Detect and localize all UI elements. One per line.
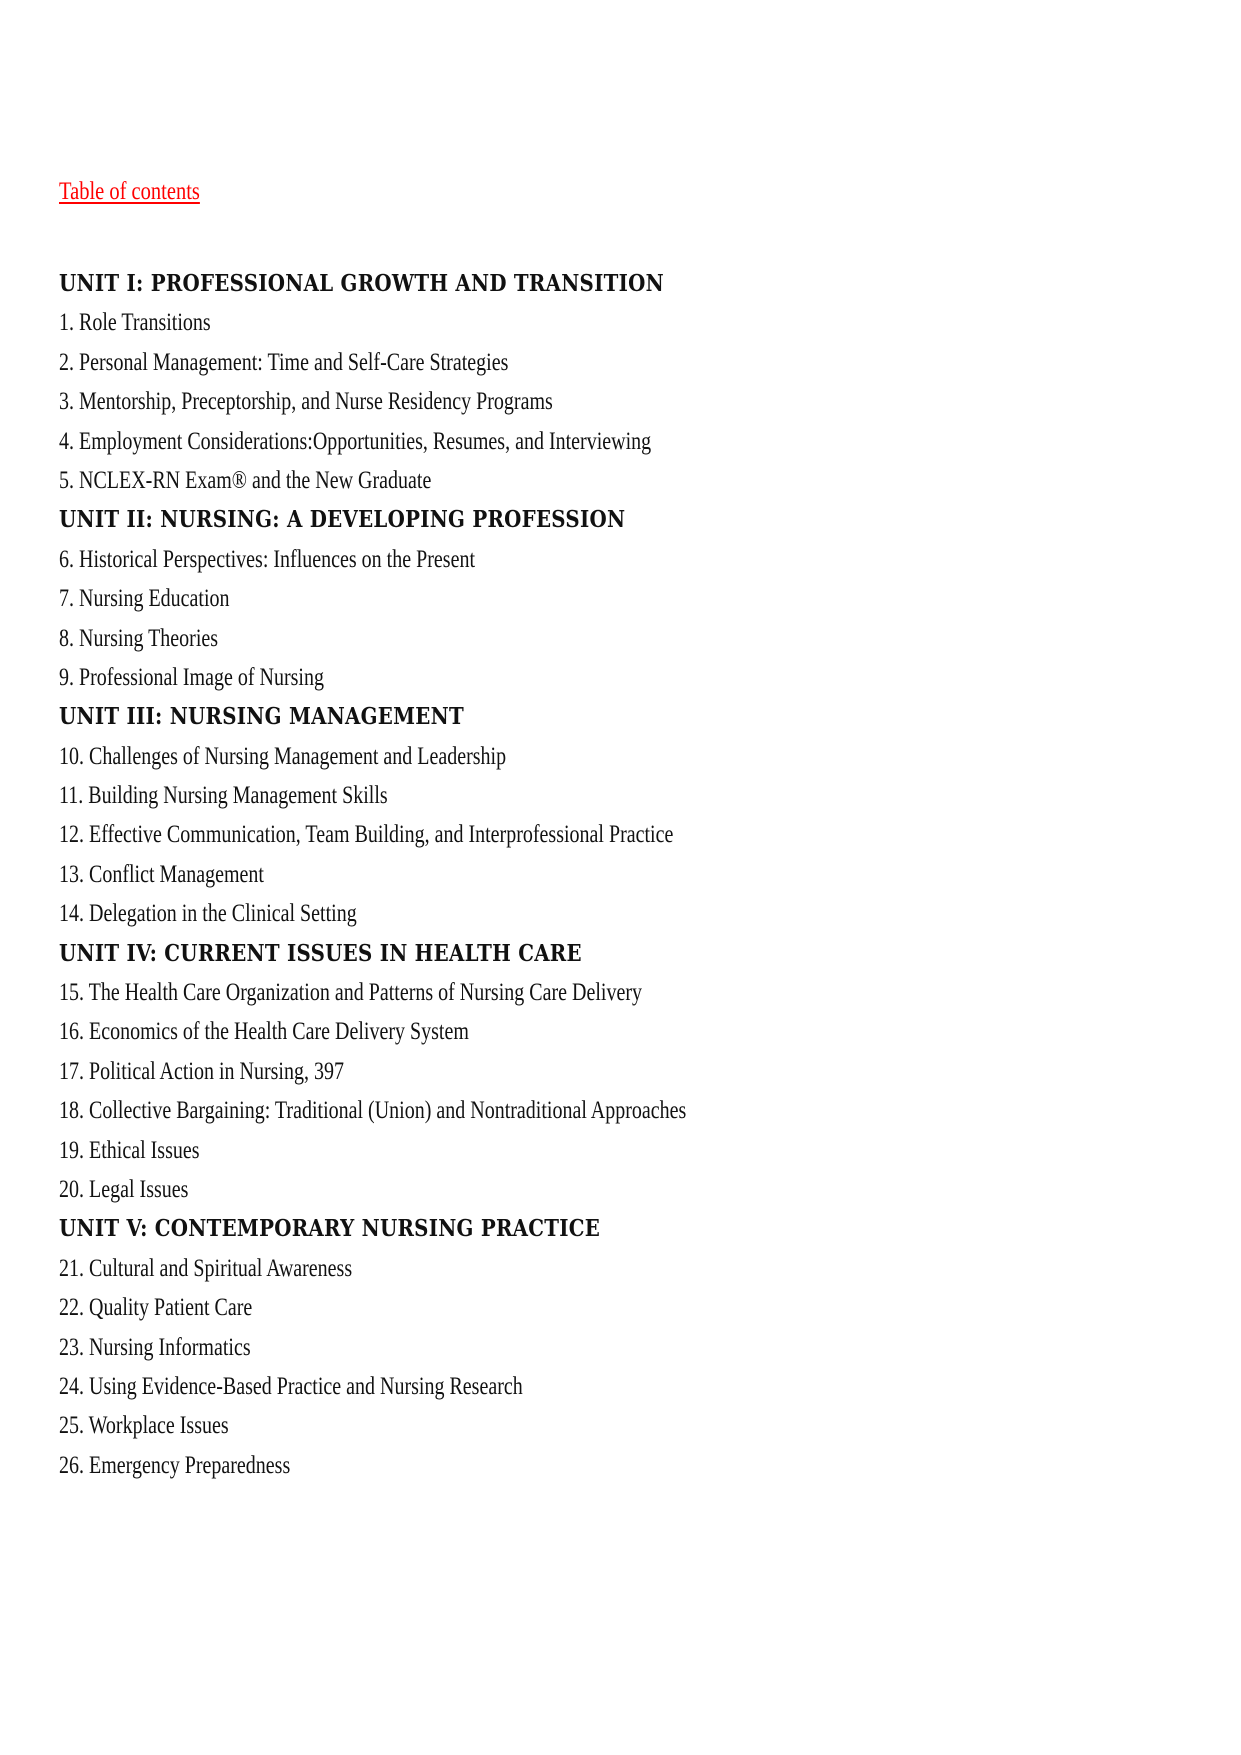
toc-unit-heading: UNIT V: CONTEMPORARY NURSING PRACTICE: [59, 1215, 601, 1243]
toc-chapter-entry: 23. Nursing Informatics: [59, 1333, 251, 1361]
toc-chapter-entry: 7. Nursing Education: [59, 585, 230, 613]
toc-chapter-entry: 12. Effective Communication, Team Building, and Interprofessional Practice: [59, 821, 674, 849]
toc-chapter-entry: 5. NCLEX-RN Exam® and the New Graduate: [59, 466, 432, 494]
toc-unit-heading: UNIT III: NURSING MANAGEMENT: [59, 703, 464, 731]
toc-chapter-entry: 4. Employment Considerations:Opportunities, Resumes, and Interviewing: [59, 427, 652, 455]
toc-list: [59, 264, 1159, 1485]
toc-chapter-entry: 11. Building Nursing Management Skills: [59, 782, 388, 810]
toc-chapter-entry: 1. Role Transitions: [59, 309, 211, 337]
toc-chapter-entry: 16. Economics of the Health Care Delivery System: [59, 1018, 469, 1046]
toc-chapter-entry: 2. Personal Management: Time and Self-Care Strategies: [59, 348, 509, 376]
toc-chapter-entry: 17. Political Action in Nursing, 397: [59, 1057, 344, 1085]
toc-unit-heading: UNIT I: PROFESSIONAL GROWTH AND TRANSITION: [59, 270, 664, 297]
toc-chapter-entry: 21. Cultural and Spiritual Awareness: [59, 1254, 353, 1282]
toc-chapter-entry: 18. Collective Bargaining: Traditional (Union) and Nontraditional Approaches: [59, 1097, 687, 1125]
toc-chapter-entry: 9. Professional Image of Nursing: [59, 663, 324, 691]
toc-unit-heading: UNIT IV: CURRENT ISSUES IN HEALTH CARE: [59, 939, 582, 967]
toc-chapter-entry: 26. Emergency Preparedness: [59, 1451, 291, 1479]
toc-chapter-entry: 22. Quality Patient Care: [59, 1294, 253, 1322]
toc-chapter-entry: 15. The Health Care Organization and Patterns of Nursing Care Delivery: [59, 979, 642, 1007]
toc-title-link[interactable]: Table of contents: [59, 178, 200, 205]
toc-chapter-entry: 3. Mentorship, Preceptorship, and Nurse Residency Programs: [59, 388, 553, 416]
toc-chapter-entry: 19. Ethical Issues: [59, 1136, 200, 1164]
toc-unit-heading: UNIT II: NURSING: A DEVELOPING PROFESSION: [59, 506, 626, 534]
toc-chapter-entry: 8. Nursing Theories: [59, 624, 219, 652]
toc-chapter-entry: 24. Using Evidence-Based Practice and Nursing Research: [59, 1372, 523, 1400]
toc-chapter-entry: 25. Workplace Issues: [59, 1412, 229, 1440]
toc-chapter-entry: 13. Conflict Management: [59, 860, 264, 888]
toc-chapter-entry: 6. Historical Perspectives: Influences on the Present: [59, 545, 475, 573]
toc-chapter-entry: 14. Delegation in the Clinical Setting: [59, 900, 357, 928]
toc-chapter-entry: 10. Challenges of Nursing Management and Leadership: [59, 742, 507, 770]
toc-chapter-entry: 20. Legal Issues: [59, 1175, 189, 1203]
